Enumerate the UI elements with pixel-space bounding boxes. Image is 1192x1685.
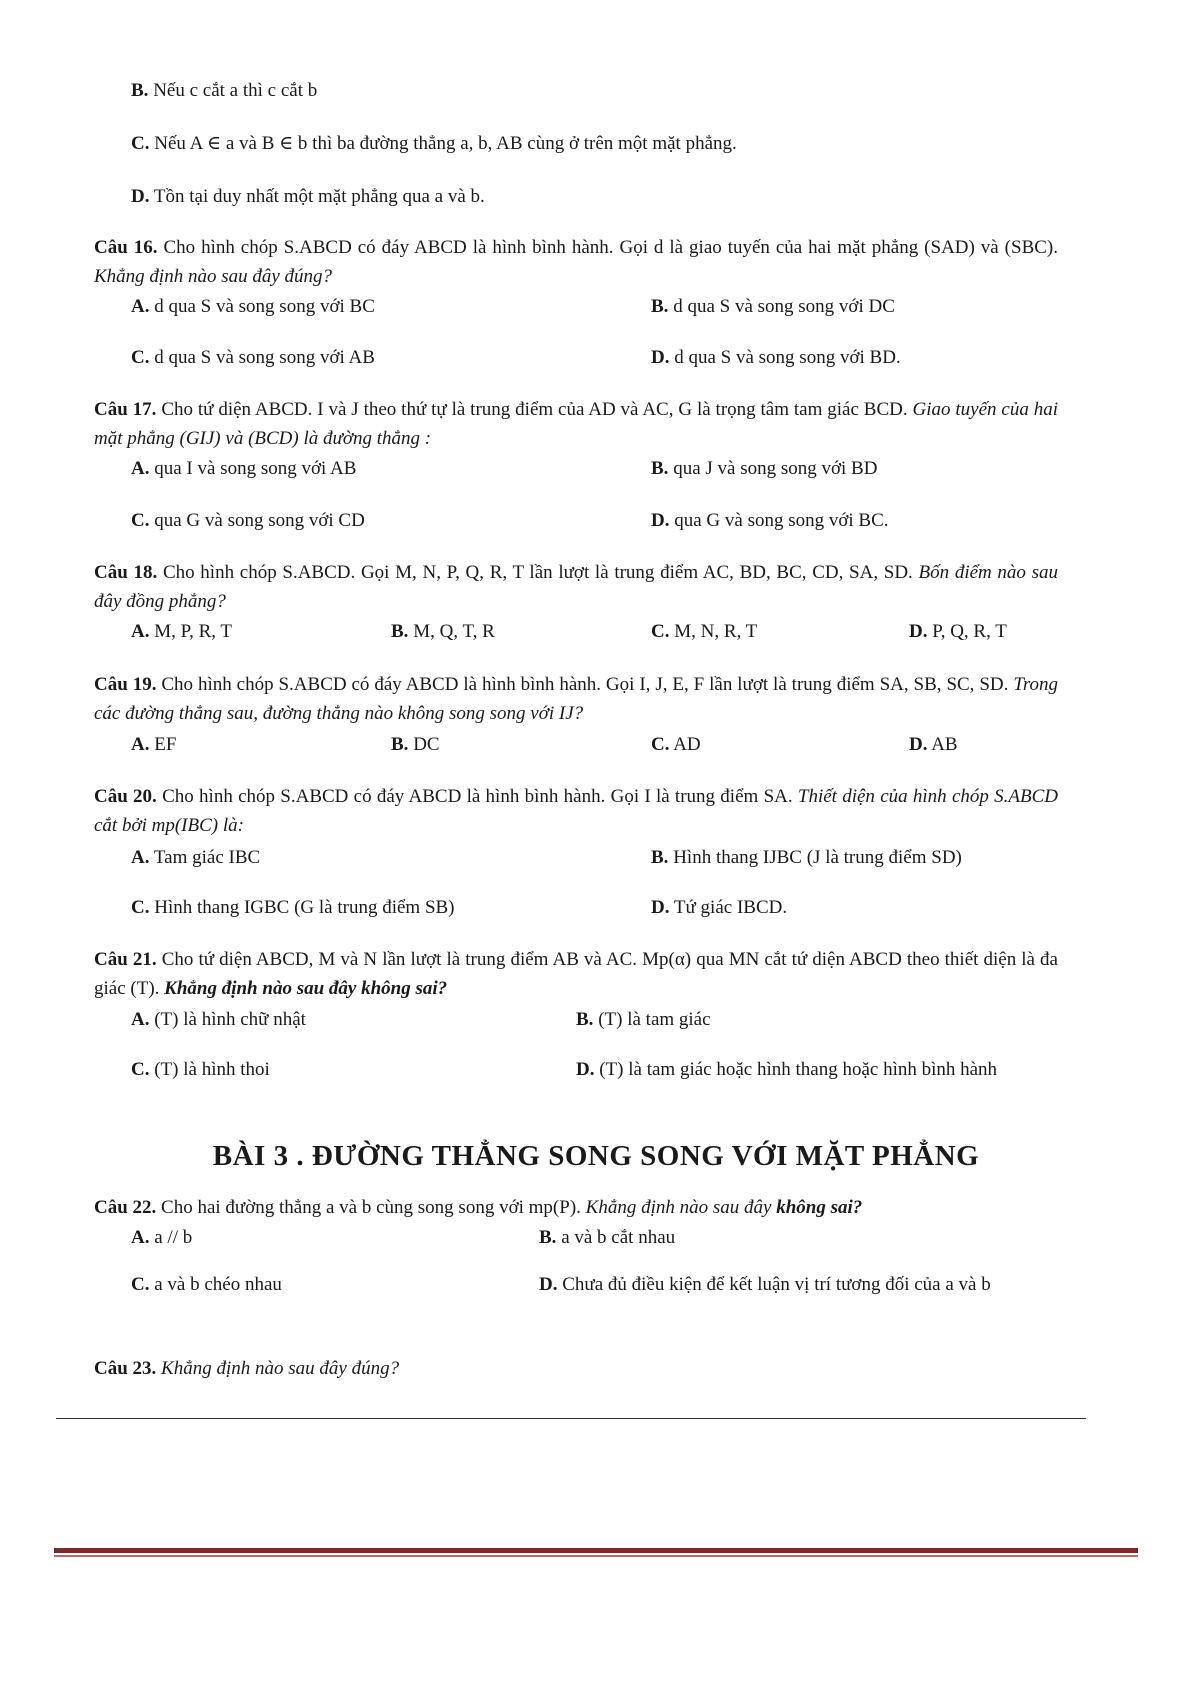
footer-rule	[54, 1548, 1138, 1553]
option-label: D.	[539, 1274, 558, 1295]
question-22	[94, 1193, 1058, 1222]
question-number: Câu 20.	[94, 786, 157, 807]
option-label: C.	[131, 510, 150, 531]
question-20	[94, 782, 1058, 840]
option-text: a // b	[154, 1227, 193, 1248]
option-c	[651, 730, 701, 759]
option-text: (T) là hình chữ nhật	[154, 1009, 306, 1030]
option-label: D.	[651, 347, 670, 368]
question-number: Câu 17.	[94, 399, 157, 420]
question-text: Cho tứ diện ABCD. I và J theo thứ tự là trung điểm của AD và AC, G là trọng tâm tam giác BCD.	[161, 399, 908, 420]
option-text: qua I và song song với AB	[154, 458, 357, 479]
question-prompt: Giao tuyến của hai mặt phẳng (GIJ) và (BCD) là đường thẳng :	[94, 399, 1059, 449]
option-text: d qua S và song song với DC	[673, 296, 895, 317]
question-prompt: Thiết diện của hình chóp S.ABCD cắt bởi mp(IBC) là:	[94, 786, 1059, 836]
option-label: A.	[131, 296, 150, 317]
option-label: D.	[651, 897, 670, 918]
option-text: Tứ giác IBCD.	[673, 897, 788, 918]
option-text: qua G và song song với BC.	[674, 510, 889, 531]
option-text: Chưa đủ điều kiện để kết luận vị trí tương đối của a và b	[562, 1274, 991, 1295]
option-a	[131, 617, 232, 646]
option-d	[909, 730, 958, 759]
option-label: A.	[131, 458, 150, 479]
option-label: D.	[651, 510, 670, 531]
option-a	[131, 292, 375, 321]
option-b	[651, 843, 962, 872]
option-b	[131, 76, 317, 105]
option-text: qua J và song song với BD	[673, 458, 878, 479]
option-label: D.	[909, 734, 928, 755]
option-text: AB	[931, 734, 958, 755]
option-label: C.	[131, 897, 150, 918]
option-a	[131, 1223, 192, 1252]
option-text: (T) là tam giác	[598, 1009, 711, 1030]
option-text: a và b chéo nhau	[154, 1274, 282, 1295]
option-label: D.	[909, 621, 928, 642]
option-label: A.	[131, 847, 150, 868]
option-label: A.	[131, 1009, 150, 1030]
question-text: Cho hình chóp S.ABCD có đáy ABCD là hình bình hành. Gọi I là trung điểm SA.	[162, 786, 793, 807]
option-text: Hình thang IGBC (G là trung điểm SB)	[154, 897, 455, 918]
option-b	[391, 617, 495, 646]
question-prompt: Khẳng định nào sau đây	[585, 1197, 772, 1218]
option-a	[131, 730, 176, 759]
option-d	[131, 182, 485, 211]
option-label: B.	[651, 847, 669, 868]
option-d	[651, 343, 901, 372]
option-label: B.	[651, 458, 669, 479]
option-label: B.	[131, 80, 149, 101]
option-b	[391, 730, 440, 759]
option-d	[94, 1055, 1058, 1084]
option-c	[131, 343, 375, 372]
option-label: A.	[131, 734, 150, 755]
question-text: Cho tứ diện ABCD, M và N lần lượt là trung điểm AB và AC. Mp(α) qua MN cắt tứ diện ABCD theo thiết diện là đa giác (T).	[94, 949, 1058, 999]
option-d	[651, 893, 787, 922]
question-text: Cho hai đường thẳng a và b cùng song song với mp(P).	[161, 1197, 581, 1218]
option-text: Nếu c cắt a thì c cắt b	[153, 80, 318, 101]
option-b	[576, 1005, 711, 1034]
question-text: Cho hình chóp S.ABCD có đáy ABCD là hình bình hành. Gọi I, J, E, F lần lượt là trung điểm SA, SB, SC, SD.	[161, 674, 1009, 695]
question-number: Câu 16.	[94, 237, 158, 258]
option-c	[131, 893, 455, 922]
option-label: C.	[131, 1059, 150, 1080]
question-number: Câu 22.	[94, 1197, 157, 1218]
option-text: M, N, R, T	[674, 621, 758, 642]
option-label: B.	[539, 1227, 557, 1248]
option-text: d qua S và song song với AB	[154, 347, 375, 368]
question-text: Cho hình chóp S.ABCD. Gọi M, N, P, Q, R, T lần lượt là trung điểm AC, BD, BC, CD, SA, SD.	[162, 562, 913, 583]
question-number: Câu 18.	[94, 562, 158, 583]
option-label: C.	[651, 734, 670, 755]
option-c	[131, 129, 737, 158]
question-prompt: Khẳng định nào sau đây không sai?	[164, 978, 448, 999]
section-title: BÀI 3 . ĐƯỜNG THẲNG SONG SONG VỚI MẶT PHẲNG	[212, 1140, 980, 1172]
question-21	[94, 945, 1058, 1003]
question-prompt: Khẳng định nào sau đây đúng?	[161, 1358, 400, 1379]
option-label: D.	[131, 186, 150, 207]
option-text: DC	[413, 734, 440, 755]
question-number: Câu 21.	[94, 949, 157, 970]
option-d	[909, 617, 1007, 646]
option-text: Tam giác IBC	[153, 847, 261, 868]
option-text: M, P, R, T	[154, 621, 233, 642]
option-text: a và b cắt nhau	[561, 1227, 676, 1248]
question-17	[94, 395, 1058, 453]
option-b	[539, 1223, 675, 1252]
option-label: D.	[576, 1059, 595, 1080]
option-text: (T) là hình thoi	[154, 1059, 270, 1080]
option-d	[94, 1270, 1058, 1299]
option-c	[651, 617, 757, 646]
option-b	[651, 292, 895, 321]
option-b	[651, 454, 877, 483]
option-text: Tồn tại duy nhất một mặt phẳng qua a và b.	[153, 186, 485, 207]
option-a	[131, 1005, 306, 1034]
option-text: EF	[154, 734, 177, 755]
option-text: d qua S và song song với BD.	[674, 347, 901, 368]
option-label: C.	[131, 347, 150, 368]
option-text: d qua S và song song với BC	[154, 296, 375, 317]
option-label: C.	[651, 621, 670, 642]
question-prompt: Khẳng định nào sau đây đúng?	[94, 266, 333, 287]
question-prompt: Trong các đường thẳng sau, đường thẳng nào không song song với IJ?	[94, 674, 1059, 724]
option-label: B.	[391, 734, 409, 755]
option-label: B.	[576, 1009, 594, 1030]
option-a	[131, 454, 356, 483]
option-label: A.	[131, 1227, 150, 1248]
option-label: A.	[131, 621, 150, 642]
option-a	[131, 843, 260, 872]
option-label: B.	[651, 296, 669, 317]
question-text: Cho hình chóp S.ABCD có đáy ABCD là hình bình hành. Gọi d là giao tuyến của hai mặt phẳng (SAD) và (SBC).	[163, 237, 1058, 258]
option-label: C.	[131, 1274, 150, 1295]
option-text: M, Q, T, R	[413, 621, 495, 642]
option-text: Nếu A ∈ a và B ∈ b thì ba đường thẳng a, b, AB cùng ở trên một mặt phẳng.	[154, 133, 737, 154]
question-18	[94, 558, 1058, 616]
question-prompt-emphasis: không sai?	[776, 1197, 863, 1218]
option-text: (T) là tam giác hoặc hình thang hoặc hình bình hành	[599, 1059, 998, 1080]
option-label: C.	[131, 133, 150, 154]
option-text: P, Q, R, T	[932, 621, 1007, 642]
option-text: Hình thang IJBC (J là trung điểm SD)	[673, 847, 962, 868]
question-number: Câu 23.	[94, 1358, 157, 1379]
footnote-divider	[56, 1418, 1086, 1419]
question-number: Câu 19.	[94, 674, 157, 695]
option-text: qua G và song song với CD	[154, 510, 365, 531]
question-19	[94, 670, 1058, 728]
question-16	[94, 233, 1058, 291]
option-c	[131, 506, 365, 535]
option-text: AD	[673, 734, 701, 755]
footer-rule-shadow	[54, 1555, 1138, 1557]
question-23	[94, 1354, 1058, 1383]
question-prompt: Bốn điểm nào sau đây đồng phẳng?	[94, 562, 1059, 612]
option-label: B.	[391, 621, 409, 642]
option-d	[651, 506, 889, 535]
